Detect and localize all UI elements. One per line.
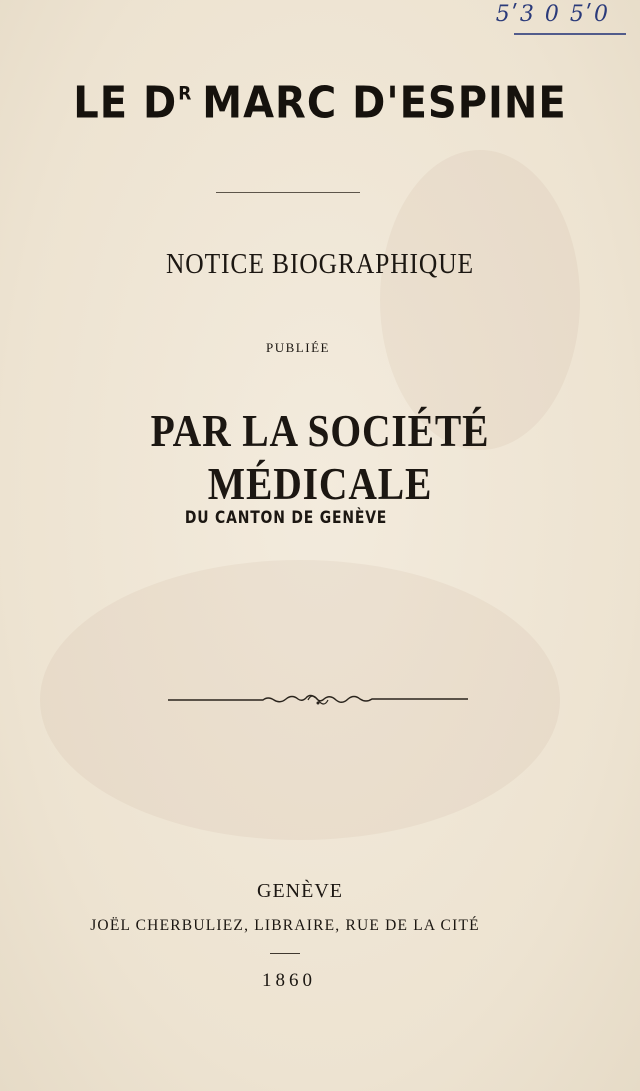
title-prefix: LE D <box>73 77 178 129</box>
shelfmark-underline <box>514 33 626 35</box>
imprint-year: 1860 <box>262 970 316 991</box>
published-label: PUBLIÉE <box>266 340 330 355</box>
society-line: PAR LA SOCIÉTÉ MÉDICALE <box>150 405 490 509</box>
book-title <box>0 78 640 129</box>
imprint-city: GENÈVE <box>257 880 343 902</box>
divider-rule <box>216 192 360 193</box>
imprint-rule <box>270 953 300 954</box>
imprint-publisher: JOËL CHERBULIEZ, LIBRAIRE, RUE DE LA CITÉ <box>90 917 480 934</box>
canton-line: DU CANTON DE GENÈVE <box>184 508 388 528</box>
ornament-divider <box>168 690 468 710</box>
handwritten-shelfmark: 5ʹ3 0 5ʹ0 <box>495 2 610 27</box>
title-superscript: R <box>178 83 193 106</box>
title-name: MARC D'ESPINE <box>202 77 567 129</box>
subtitle: NOTICE BIOGRAPHIQUE <box>165 248 475 280</box>
